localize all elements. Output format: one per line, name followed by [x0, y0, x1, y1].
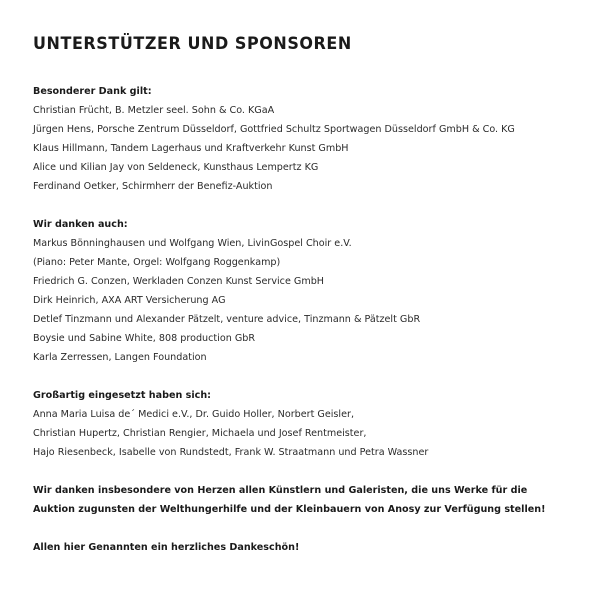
section-heading: Großartig eingesetzt haben sich: [33, 390, 212, 401]
sponsor-line: Dirk Heinrich, AXA ART Versicherung AG [33, 295, 226, 306]
document-page [33, 34, 593, 557]
section-volunteers [33, 386, 593, 462]
section-final [33, 538, 593, 557]
page-title: UNTERSTÜTZER UND SPONSOREN [33, 34, 352, 54]
closing-line: Wir danken insbesondere von Herzen allen Künstlern und Galeristen, die uns Werke für die [33, 485, 528, 496]
supporter-line: Christian Hupertz, Christian Rengier, Michaela und Josef Rentmeister, [33, 428, 367, 439]
sponsor-line: (Piano: Peter Mante, Orgel: Wolfgang Roggenkamp) [33, 257, 281, 268]
supporter-line: Anna Maria Luisa de´ Medici e.V., Dr. Guido Holler, Norbert Geisler, [33, 409, 354, 420]
sponsor-line: Markus Bönninghausen und Wolfgang Wien, LivinGospel Choir e.V. [33, 238, 352, 249]
sponsor-line: Jürgen Hens, Porsche Zentrum Düsseldorf, Gottfried Schultz Sportwagen Düsseldorf GmbH & Co. KG [33, 124, 515, 135]
section-also-thanks [33, 215, 593, 367]
section-heading: Besonderer Dank gilt: [33, 86, 152, 97]
sponsor-line: Christian Frücht, B. Metzler seel. Sohn & Co. KGaA [33, 105, 275, 116]
sponsor-line: Boysie und Sabine White, 808 production GbR [33, 333, 256, 344]
sponsor-line: Detlef Tinzmann und Alexander Pätzelt, venture advice, Tinzmann & Pätzelt GbR [33, 314, 421, 325]
sponsor-line: Karla Zerressen, Langen Foundation [33, 352, 207, 363]
sponsor-line: Klaus Hillmann, Tandem Lagerhaus und Kraftverkehr Kunst GmbH [33, 143, 349, 154]
sponsor-line: Alice und Kilian Jay von Seldeneck, Kunsthaus Lempertz KG [33, 162, 319, 173]
sponsor-line: Friedrich G. Conzen, Werkladen Conzen Kunst Service GmbH [33, 276, 325, 287]
section-heading: Wir danken auch: [33, 219, 128, 230]
section-closing-thanks [33, 481, 593, 519]
sponsor-line: Ferdinand Oetker, Schirmherr der Benefiz-Auktion [33, 181, 273, 192]
closing-line: Auktion zugunsten der Welthungerhilfe und der Kleinbauern von Anosy zur Verfügung stellen! [33, 504, 546, 515]
section-special-thanks [33, 82, 593, 196]
final-thanks: Allen hier Genannten ein herzliches Dankeschön! [33, 542, 300, 553]
supporter-line: Hajo Riesenbeck, Isabelle von Rundstedt, Frank W. Straatmann und Petra Wassner [33, 447, 429, 458]
